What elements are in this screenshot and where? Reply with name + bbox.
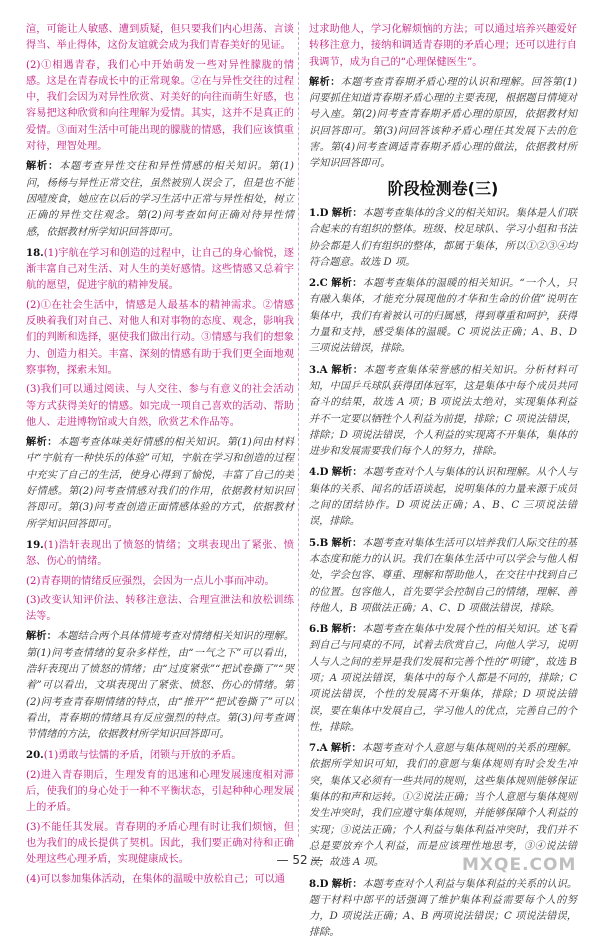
answer-paragraph	[309, 22, 577, 71]
answer-text: (3)不能任其发展。青春期的矛盾心理有时让我们烦恼，但也为我们的成长提供了契机。因此，我们要正确对待和正确处理这些心理矛盾，实现健康成长。	[26, 821, 294, 866]
answer-text: (2)①在社会生活中，情感是人最基本的精神需求。②情感反映着我们对自己、对他人和对事物的态度、观念，影响我们的判断和选择，驱使我们做出行动。③情感与我们的想象力、创造力相关。丰富、深刻的情感有助于我们更全面地观察事物，探索未知。	[26, 299, 294, 376]
analysis-label: 解析：	[26, 630, 57, 643]
analysis-text: 本题考查集体的含义的相关知识。集体是人们联合起来的有组织的整体。班级、校足球队、学习小组和书法协会都是人们有组织的整体，都属于集体，所以①②③④均符合题意。故选 D 项。	[309, 207, 578, 268]
answer-paragraph	[26, 298, 294, 379]
answer-paragraph	[26, 537, 294, 571]
left-column	[26, 22, 294, 891]
question-number: 1.	[309, 206, 320, 219]
mcq-answer-item	[309, 362, 577, 461]
answer-text: (2)①相遇青春，我们心中开始萌发一些对异性朦胧的情感。这是在青春成长中的正常现象。②在与异性交往的过程中，我们会因为对异性欣赏、对美好的向往而萌生好感，也容易把这种欣赏和向往理解为爱情。其实，这并不是真正的爱情。③面对生活中可能出现的朦胧的情感，我们应该慎重对待，理智处理。	[26, 59, 294, 153]
right-column	[309, 22, 577, 946]
mcq-answer-item	[309, 876, 577, 942]
answer-letter: A	[319, 363, 328, 376]
analysis-text: 本题考查集体荣誉感的相关知识。分析材料可知，中国乒乓球队获得团体冠军，这是集体中每个成员共同奋斗的结果，故选 A 项；B 项说法太绝对，实现集体利益并不一定要以牺牲个人利益为前提，排除；C 项说法错误，排除；D 项说法错误，个人利益的实现离不开集体，集体的进步和发展需要我们每个人的努力，排除。	[309, 364, 578, 458]
analysis-label: 解析：	[331, 877, 363, 890]
answer-text: 过求助他人，学习化解烦恼的方法；可以通过培养兴趣爱好转移注意力，接纳和调适青春期的矛盾心理；还可以进行自我调节，成为自己的“心理保健医生”。	[309, 24, 577, 68]
mcq-answer-item	[309, 275, 577, 357]
analysis-label: 解析：	[331, 363, 364, 376]
analysis-label: 解析：	[331, 206, 363, 219]
mcq-answer-item	[309, 205, 577, 271]
analysis-label: 解析：	[331, 623, 363, 636]
page-number: — 52 —	[276, 853, 324, 867]
analysis-label: 解析：	[331, 536, 363, 549]
answer-letter: D	[319, 206, 329, 219]
analysis-paragraph	[26, 158, 294, 240]
analysis-label: 解析：	[26, 436, 58, 449]
answer-paragraph	[26, 872, 294, 888]
analysis-label: 解析：	[330, 742, 362, 755]
mcq-answer-item	[309, 740, 577, 871]
answer-text: (3)改变认知评价法、转移注意法、合理宣泄法和放松训练法等。	[26, 594, 294, 623]
analysis-text: 本题考查体味美好情感的相关知识。第(1)问由材料中“宇航有一种快乐的体验”可知，宇航在学习和创造的过程中充实了自己的生活，使身心得到了愉悦，丰富了自己的美好情感。第(2)问考查情感对我们的作用，依据教材知识回答即可。第(3)问考查创造正面情感体验的方式，依据教材所学知识回答即可。	[26, 437, 294, 530]
answer-paragraph	[26, 593, 294, 626]
answer-text: (4)可以参加集体活动，在集体的温暖中放松自己；可以通	[26, 873, 285, 885]
answer-text: (2)进入青春期后，生理发育的迅速和心理发展速度相对滞后，使我们的身心处于一种不平衡状态，引起种种心理发展上的矛盾。	[26, 769, 294, 814]
analysis-label: 解析：	[309, 75, 341, 88]
analysis-text: 本题考查异性交往和异性情感的相关知识。第(1)问，杨杨与异性正常交往，虽然被别人误会了，但是也不能因噎废食，她应在以后的学习生活中正常与异性相处，树立正确的异性交往观念。第(2)问考查如何正确对待异性情感，依据教材所学知识回答即可。	[26, 161, 294, 238]
answer-letter: D	[319, 877, 329, 890]
question-number: 2.	[309, 277, 320, 290]
question-number: 5.	[309, 536, 320, 549]
answer-paragraph	[26, 747, 294, 764]
right-column-bottom	[309, 205, 577, 942]
analysis-paragraph	[26, 628, 294, 743]
answer-letter: B	[319, 536, 329, 549]
question-number: 8.	[309, 877, 320, 890]
analysis-text: 本题考查青春期矛盾心理的认识和理解。回答第(1)问要抓住知道青春期矛盾心理的主要表现，根据题目情境对号入座。第(2)问考查青春期矛盾心理的原因，依据教材知识回答即可。第(3)问回答该种矛盾心理任其发展下去的危害。第(4)问考查调适青春期矛盾心理的做法，依据教材所学知识回答即可。	[309, 76, 577, 170]
analysis-text: 本题考查在集体中发展个性的相关知识。述飞看到自己与同桌的不同，试着去欣赏自己，向他人学习，说明人与人之间的差异是我们发展和完善个性的“明镜”，故选 B 项；A 项说法错误，集体中的每个人都是不同的，排除；C 项说法错误，个性的发展离不开集体，排除；D 项说法错误，要在集体中发展自己，学习他人的优点，完善自己的个性，排除。	[309, 624, 577, 733]
mcq-answer-item	[309, 535, 577, 617]
answer-text: 渲，可能让人敏感、遭到质疑，但只要我们内心坦荡、言谈得当、举止得体，这份友谊就会成为我们青春美好的见证。	[26, 24, 294, 52]
right-column-top	[309, 22, 577, 173]
answer-paragraph	[26, 574, 294, 590]
watermark-logo: MXQE.COM	[462, 855, 577, 875]
question-number: 6.	[309, 623, 320, 636]
answer-paragraph	[26, 22, 294, 55]
analysis-text: 本题考查对个人利益与集体利益的关系的认识。题干材料中郎平的话强调了维护集体利益需要每个人的努力，D 项说法正确；A、B 两项说法错误；C 项说法错误，排除。	[309, 878, 578, 939]
answer-letter: B	[319, 623, 329, 636]
answer-text: (1)宇航在学习和创造的过程中，让自己的身心愉悦，逐渐丰富自己对生活、对人生的美好感情。这些情感又总着宇航的愿望，促进宇航的精神发展。	[26, 247, 294, 292]
question-number: 19.	[26, 538, 44, 551]
question-number: 4.	[309, 466, 320, 479]
answer-text: (1)浩轩表现出了愤怒的情绪；文琪表现出了紧张、愤怒、伤心的情绪。	[26, 539, 294, 568]
question-number: 7.	[309, 742, 320, 755]
analysis-paragraph	[26, 434, 294, 533]
mcq-answer-item	[309, 621, 577, 736]
answer-paragraph	[26, 245, 294, 295]
section-heading: 阶段检测卷(三)	[387, 178, 499, 198]
analysis-paragraph	[309, 74, 577, 173]
question-number: 20.	[26, 749, 44, 762]
answer-text: (1)勇敢与怯懦的矛盾，闭锁与开放的矛盾。	[43, 750, 242, 762]
answer-paragraph	[26, 58, 294, 156]
analysis-text: 本题结合两个具体情境考查对情绪相关知识的理解。第(1)问考查情绪的复杂多样性，由“一气之下”可以看出，浩轩表现出了愤怒的情绪；由“过度紧张”“把试卷撕了”“哭着”可以看出，文琪表现出了紧张、愤怒、伤心的情绪。第(2)问考查青春期情绪的特点，由“推开”“把试卷撕了”可以看出，青春期的情绪具有反应强烈的特点。第(3)问考查调节情绪的方法，依据教材所学知识回答即可。	[26, 631, 294, 741]
analysis-label: 解析：	[331, 277, 363, 290]
answer-paragraph	[26, 768, 294, 817]
analysis-text: 本题考查对个人与集体的认识和理解。从个人与集体的关系、闻名的话语谈起，说明集体的力量来源于成员之间的团结协作。D 项说法正确；A、B、C 三项说法错误，排除。	[309, 467, 578, 528]
answer-letter: D	[319, 466, 329, 479]
question-number: 18.	[26, 246, 44, 259]
answer-letter: C	[319, 277, 328, 290]
analysis-label: 解析：	[331, 466, 363, 479]
answer-letter: A	[319, 742, 328, 755]
mcq-answer-item	[309, 464, 577, 530]
answer-paragraph	[26, 382, 294, 431]
column-divider	[298, 22, 299, 837]
analysis-text: 本题考查对个人意愿与集体规则的关系的理解。依据所学知识可知，我们的意愿与集体规则有时会发生冲突，集体又必须有一些共同的规则，这些集体规则能够保证集体的和声和运转。①②说法正确；当个人意愿与集体规则发生冲突时，我们应遵守集体规则，并能够保障个人利益的实现；③说法正确；个人利益与集体利益冲突时，我们并不总是要放弃个人利益，而是应该理性地思考，③④说法错误，故选 A 项。	[309, 743, 577, 869]
answer-text: (3)我们可以通过阅读、与人交往、参与有意义的社会活动等方式获得美好的情感。如完成一项自己喜欢的活动、帮助他人、走进博物馆或大自然，欣赏艺术作品等。	[26, 384, 294, 428]
analysis-text: 本题考查集体的温暖的相关知识。“一个人，只有融入集体，才能充分展现他的才华和生命的价值”说明在集体中，我们有着被认可的归属感，得到尊重和呵护，获得力量和支持，感受集体的温暖。C 项说法正确；A、B、D 三项说法错误，排除。	[309, 278, 577, 355]
analysis-text: 本题考查对集体生活可以培养我们人际交往的基本态度和能力的认识。我们在集体生活中可以学会与他人相处，学会包容、尊重、理解和帮助他人，在交往中找到自己的位置。包容他人，首先要学会控制自己的情绪，理解、善待他人，B 项做法正确；A、C、D 项做法错误，排除。	[309, 537, 577, 614]
question-number: 3.	[309, 363, 320, 376]
answer-text: (2)青春期的情绪反应强烈，会因为一点儿小事而冲动。	[26, 575, 275, 587]
analysis-label: 解析：	[26, 160, 60, 173]
